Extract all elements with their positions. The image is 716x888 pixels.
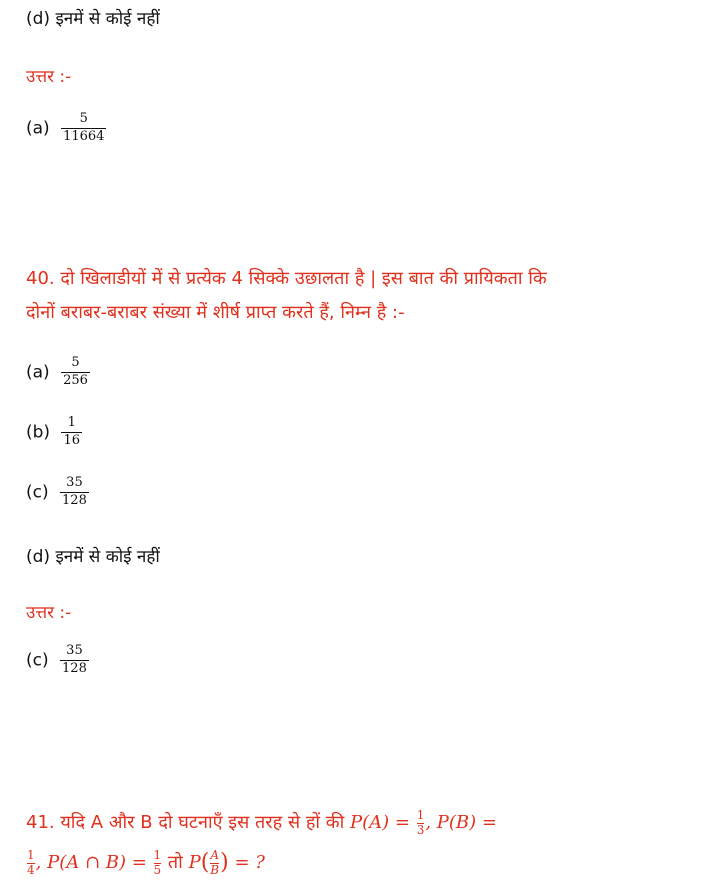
question-40-line2: दोनों बराबर-बराबर संख्या में शीर्ष प्राप्त करते हैं, निम्न है :- <box>26 302 405 323</box>
fraction-denominator: B <box>210 862 220 877</box>
answer-label-prev: उत्तर :- <box>26 67 72 87</box>
prob-symbol: P <box>188 852 201 873</box>
prob-a: P(A) = <box>350 812 410 833</box>
fraction-numerator: 35 <box>66 643 83 658</box>
fraction-numerator: 35 <box>66 475 83 490</box>
fraction-denominator: 5 <box>153 862 162 877</box>
option-a <box>26 356 90 389</box>
option-label: (a) <box>26 362 50 383</box>
option-fraction <box>61 356 90 389</box>
question-40-line1: 40. दो खिलाडीयों में से प्रत्येक 4 सिक्के उछालता है | इस बात की प्रायिकता कि <box>26 268 547 289</box>
fraction-denominator: 3 <box>416 822 425 837</box>
answer <box>26 644 89 677</box>
question-40-text <box>26 262 547 330</box>
fraction-denominator: 128 <box>62 660 87 676</box>
fraction-numerator: 5 <box>71 355 80 370</box>
fraction-denominator: 11664 <box>63 128 105 144</box>
fraction-numerator: 1 <box>416 808 425 823</box>
fraction-denominator: 4 <box>27 862 35 877</box>
answer-fraction <box>60 644 89 677</box>
fraction-numerator: 1 <box>153 848 162 863</box>
fraction-denominator: 256 <box>63 372 88 388</box>
option-label: (c) <box>26 482 49 503</box>
prob-b: , P(B) = <box>425 812 497 833</box>
fraction-numerator: 1 <box>27 848 35 863</box>
prob-b-fraction <box>27 849 35 876</box>
option-fraction <box>61 416 82 449</box>
fraction-numerator: 5 <box>79 111 88 126</box>
answer-label: उत्तर :- <box>26 603 72 623</box>
answer-prev <box>26 112 106 145</box>
prob-a-and-b: , P(A ∩ B) = <box>35 852 147 873</box>
prob-a-and-b-fraction <box>154 849 162 876</box>
answer-option-label: (a) <box>26 118 50 139</box>
fraction-denominator: 16 <box>63 432 81 448</box>
option-d: (d) इनमें से कोई नहीं <box>26 547 160 567</box>
question-41-prefix: 41. यदि A और B दो घटनाएँ इस तरह से हों की <box>26 812 345 833</box>
question-41-tail: = ? <box>234 852 265 873</box>
option-label: (b) <box>26 422 51 443</box>
prob-a-fraction <box>417 809 425 836</box>
option-d-prev: (d) इनमें से कोई नहीं <box>26 9 160 29</box>
question-41-line1 <box>26 806 497 840</box>
conditional-fraction <box>210 849 219 876</box>
fraction-numerator: 1 <box>67 415 76 430</box>
fraction-numerator: A <box>210 848 220 863</box>
answer-option-label: (c) <box>26 650 49 671</box>
option-fraction <box>60 476 89 509</box>
question-41-line2: $\frac{1}{4}$ , P(A ∩ B) = $\frac{1}{5}$ तो P( $\frac{A}{B}$ ) = ? <box>27 848 265 877</box>
fraction-denominator: 128 <box>62 492 87 508</box>
then-word: तो <box>167 852 183 873</box>
answer-fraction <box>61 112 106 145</box>
option-b <box>26 416 82 449</box>
option-c <box>26 476 89 509</box>
